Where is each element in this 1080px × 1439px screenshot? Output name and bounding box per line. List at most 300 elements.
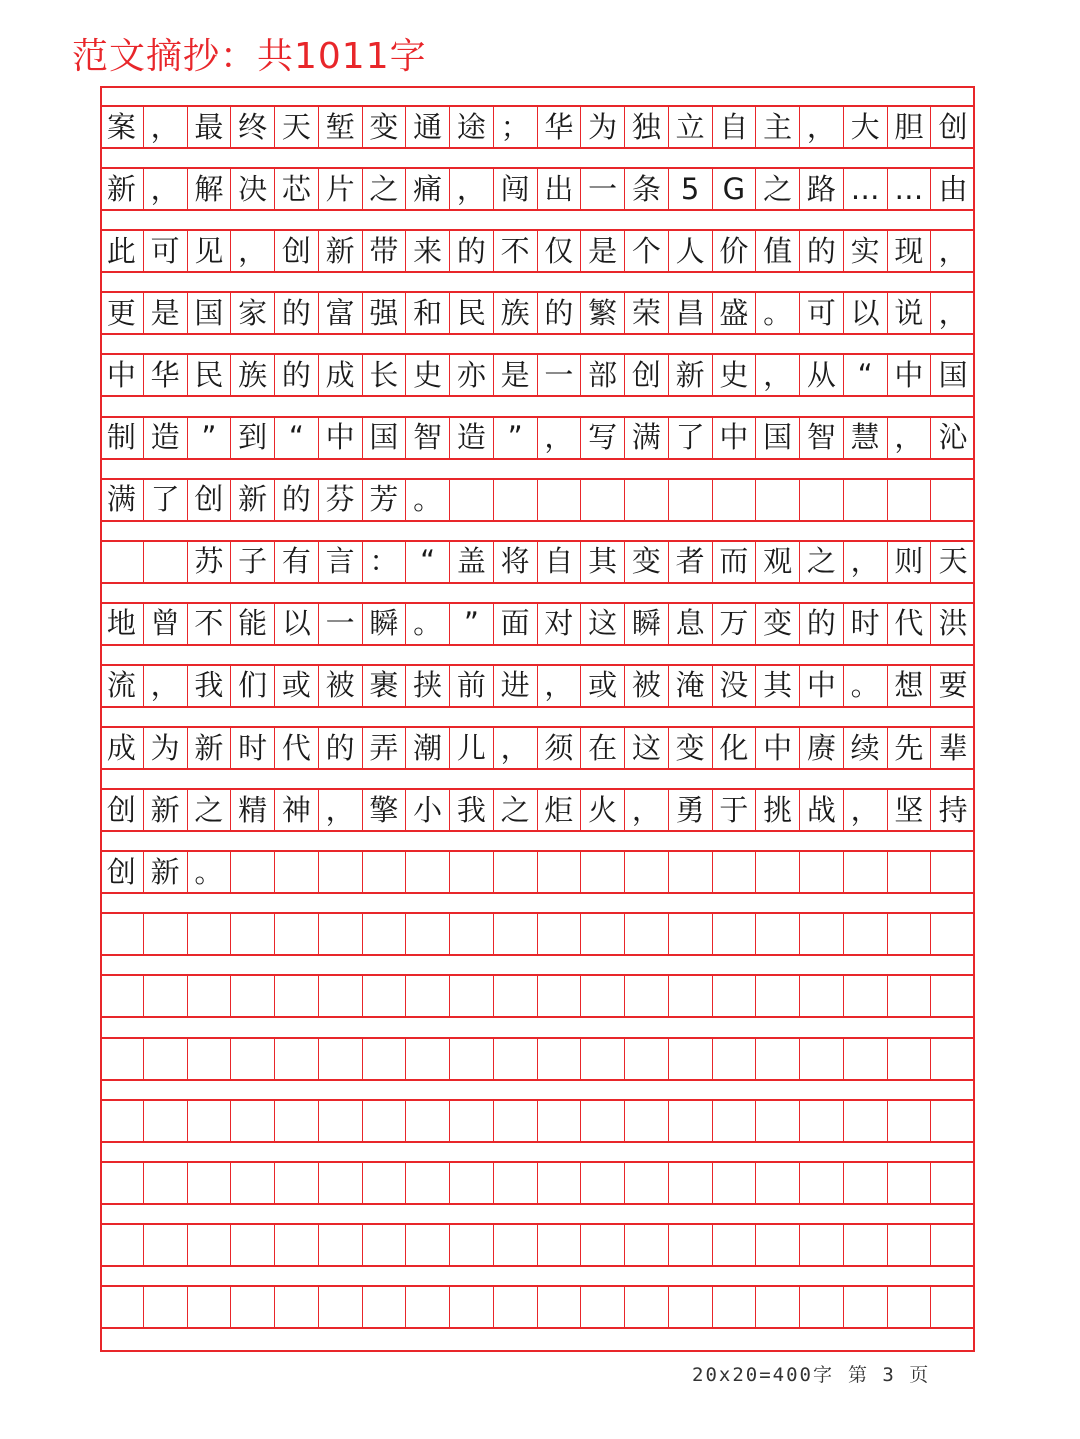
grid-cell xyxy=(406,1039,450,1079)
grid-cell: 战 xyxy=(800,790,844,830)
grid-row xyxy=(100,726,975,770)
grid-cell: 流 xyxy=(100,666,144,706)
grid-cell: 富 xyxy=(319,293,363,333)
grid-cell xyxy=(144,1039,188,1079)
grid-row xyxy=(100,229,975,273)
grid-cell xyxy=(713,1101,757,1141)
grid-cell xyxy=(450,1039,494,1079)
grid-row xyxy=(100,850,975,894)
grid-cell: 其 xyxy=(581,542,625,582)
grid-cell xyxy=(581,914,625,954)
grid-cell xyxy=(581,1163,625,1203)
grid-row xyxy=(100,291,975,335)
grid-cell xyxy=(844,1039,888,1079)
grid-cell xyxy=(538,1101,582,1141)
grid-cell xyxy=(931,1039,975,1079)
grid-row xyxy=(100,478,975,522)
grid-cell: 我 xyxy=(450,790,494,830)
grid-cell: 案 xyxy=(100,107,144,147)
grid-cell xyxy=(800,1287,844,1327)
grid-cell xyxy=(100,1163,144,1203)
grid-cell xyxy=(538,976,582,1016)
grid-cell xyxy=(538,914,582,954)
grid-cell xyxy=(100,1039,144,1079)
grid-cell: 了 xyxy=(144,480,188,520)
grid-cell: ， xyxy=(800,107,844,147)
grid-cell xyxy=(844,914,888,954)
grid-cell xyxy=(800,1101,844,1141)
grid-cell: 新 xyxy=(319,231,363,271)
grid-cell: 值 xyxy=(756,231,800,271)
grid-cell xyxy=(538,1287,582,1327)
grid-cell: 华 xyxy=(538,107,582,147)
grid-cell: 这 xyxy=(581,604,625,644)
grid-cell: 瞬 xyxy=(625,604,669,644)
grid-cell xyxy=(800,976,844,1016)
grid-cell: 将 xyxy=(494,542,538,582)
grid-cell xyxy=(144,914,188,954)
grid-cell xyxy=(494,914,538,954)
grid-cell: 潮 xyxy=(406,728,450,768)
grid-cell: 此 xyxy=(100,231,144,271)
grid-row xyxy=(100,540,975,584)
grid-cell: 新 xyxy=(669,355,713,395)
grid-cell: 持 xyxy=(938,792,968,827)
grid-cell xyxy=(625,976,669,1016)
grid-cell: 创 xyxy=(275,231,319,271)
grid-cell xyxy=(625,852,669,892)
grid-cell: 炬 xyxy=(538,790,582,830)
grid-cell: 造 xyxy=(450,418,494,458)
grid-cell xyxy=(625,480,669,520)
grid-cell xyxy=(100,1225,144,1265)
grid-cell: 新 xyxy=(144,852,188,892)
grid-cell: 的 xyxy=(275,293,319,333)
grid-cell xyxy=(100,542,144,582)
grid-cell: 满 xyxy=(625,418,669,458)
grid-cell: “ xyxy=(406,542,450,582)
grid-cell: 须 xyxy=(538,728,582,768)
grid-cell xyxy=(538,480,582,520)
grid-cell: 通 xyxy=(406,107,450,147)
grid-cell xyxy=(931,1287,975,1327)
grid-cell xyxy=(100,1101,144,1141)
grid-cell: 创 xyxy=(938,109,968,144)
grid-cell: ， xyxy=(888,418,932,458)
page-footer xyxy=(692,1360,930,1387)
grid-cell xyxy=(494,976,538,1016)
grid-cell xyxy=(669,1163,713,1203)
grid-cell: ， xyxy=(319,790,363,830)
grid-cell xyxy=(406,1225,450,1265)
grid-cell: 这 xyxy=(625,728,669,768)
grid-cell: 国 xyxy=(363,418,407,458)
grid-row xyxy=(100,1161,975,1205)
grid-row xyxy=(100,416,975,460)
grid-cell: 途 xyxy=(450,107,494,147)
grid-cell xyxy=(188,1287,232,1327)
grid-cell: 慧 xyxy=(844,418,888,458)
grid-cell: 曾 xyxy=(144,604,188,644)
grid-cell: 则 xyxy=(888,542,932,582)
grid-cell: 擎 xyxy=(363,790,407,830)
grid-cell: 或 xyxy=(581,666,625,706)
grid-cell: 到 xyxy=(231,418,275,458)
grid-cell: 中 xyxy=(713,418,757,458)
grid-row xyxy=(100,1285,975,1329)
grid-cell: 盖 xyxy=(450,542,494,582)
grid-cell: 天 xyxy=(938,544,968,579)
grid-cell: 中 xyxy=(319,418,363,458)
grid-cell xyxy=(625,1287,669,1327)
grid-cell xyxy=(800,480,844,520)
grid-cell xyxy=(450,1225,494,1265)
grid-cell: 之 xyxy=(756,169,800,209)
grid-cell xyxy=(494,1287,538,1327)
grid-cell: ， xyxy=(450,169,494,209)
grid-cell: 独 xyxy=(625,107,669,147)
grid-cell xyxy=(144,1287,188,1327)
grid-cell xyxy=(669,852,713,892)
grid-cell xyxy=(931,852,975,892)
grid-cell: 仅 xyxy=(538,231,582,271)
grid-cell xyxy=(494,480,538,520)
grid-cell: 昌 xyxy=(669,293,713,333)
grid-cell: ， xyxy=(844,790,888,830)
grid-row xyxy=(100,912,975,956)
grid-cell xyxy=(888,976,932,1016)
grid-cell xyxy=(231,976,275,1016)
grid-cell: 史 xyxy=(406,355,450,395)
grid-cell xyxy=(800,1039,844,1079)
grid-cell: 史 xyxy=(713,355,757,395)
grid-cell: 万 xyxy=(713,604,757,644)
grid-cell: 变 xyxy=(756,604,800,644)
grid-cell xyxy=(931,914,975,954)
grid-cell xyxy=(363,852,407,892)
grid-cell xyxy=(800,1225,844,1265)
grid-cell xyxy=(231,914,275,954)
grid-cell: 以 xyxy=(275,604,319,644)
grid-cell xyxy=(581,1101,625,1141)
grid-cell: 中 xyxy=(756,728,800,768)
grid-cell: 小 xyxy=(406,790,450,830)
grid-cell xyxy=(319,1101,363,1141)
grid-cell xyxy=(275,1101,319,1141)
grid-cell xyxy=(713,852,757,892)
grid-cell: 新 xyxy=(231,480,275,520)
grid-cell xyxy=(450,976,494,1016)
grid-row xyxy=(100,353,975,397)
grid-cell xyxy=(581,1287,625,1327)
grid-cell: 火 xyxy=(581,790,625,830)
grid-cell: 繁 xyxy=(581,293,625,333)
grid-cell: 续 xyxy=(844,728,888,768)
grid-cell xyxy=(231,1101,275,1141)
grid-cell xyxy=(319,1039,363,1079)
grid-cell: 家 xyxy=(231,293,275,333)
grid-cell: 闯 xyxy=(494,169,538,209)
grid-cell: 国 xyxy=(756,418,800,458)
grid-cell xyxy=(888,852,932,892)
grid-cell: 可 xyxy=(144,231,188,271)
grid-cell: 是 xyxy=(581,231,625,271)
grid-cell: 中 xyxy=(800,666,844,706)
grid-cell xyxy=(538,852,582,892)
grid-cell: 决 xyxy=(231,169,275,209)
grid-cell xyxy=(319,914,363,954)
grid-cell xyxy=(188,1101,232,1141)
grid-cell: 族 xyxy=(494,293,538,333)
grid-cell: 华 xyxy=(144,355,188,395)
grid-cell: 。 xyxy=(406,480,450,520)
grid-cell: 了 xyxy=(669,418,713,458)
grid-cell: 由 xyxy=(938,171,968,206)
grid-cell: 精 xyxy=(231,790,275,830)
grid-cell: 不 xyxy=(494,231,538,271)
grid-cell: 民 xyxy=(188,355,232,395)
grid-cell: 芳 xyxy=(363,480,407,520)
grid-cell: 先 xyxy=(888,728,932,768)
grid-cell xyxy=(931,1101,975,1141)
grid-cell xyxy=(144,976,188,1016)
grid-cell: 我 xyxy=(188,666,232,706)
grid-cell xyxy=(713,480,757,520)
grid-cell: 民 xyxy=(450,293,494,333)
grid-cell: 实 xyxy=(844,231,888,271)
grid-cell: 能 xyxy=(231,604,275,644)
grid-cell xyxy=(100,976,144,1016)
grid-cell xyxy=(231,1039,275,1079)
grid-cell xyxy=(844,852,888,892)
grid-cell: 创 xyxy=(625,355,669,395)
grid-cell: 者 xyxy=(669,542,713,582)
grid-cell xyxy=(319,1287,363,1327)
grid-cell: 造 xyxy=(144,418,188,458)
grid-cell: ， xyxy=(144,169,188,209)
grid-cell: 说 xyxy=(888,293,932,333)
grid-cell xyxy=(319,976,363,1016)
grid-cell: 。 xyxy=(188,852,232,892)
grid-cell xyxy=(363,1039,407,1079)
grid-cell xyxy=(888,480,932,520)
grid-cell: 自 xyxy=(538,542,582,582)
grid-cell xyxy=(756,914,800,954)
grid-cell xyxy=(450,1163,494,1203)
grid-cell: 前 xyxy=(450,666,494,706)
grid-cell: 时 xyxy=(844,604,888,644)
grid-cell: 其 xyxy=(756,666,800,706)
grid-cell: “ xyxy=(844,355,888,395)
grid-cell: ， xyxy=(538,666,582,706)
grid-cell: 们 xyxy=(231,666,275,706)
grid-cell: 国 xyxy=(188,293,232,333)
grid-cell xyxy=(888,1039,932,1079)
grid-cell xyxy=(100,1287,144,1327)
grid-cell: 创 xyxy=(188,480,232,520)
grid-cell xyxy=(756,1163,800,1203)
grid-cell: 辈 xyxy=(938,730,968,765)
grid-cell xyxy=(844,976,888,1016)
grid-cell xyxy=(669,1101,713,1141)
grid-cell xyxy=(800,914,844,954)
grid-cell xyxy=(931,1163,975,1203)
grid-cell: 芬 xyxy=(319,480,363,520)
grid-cell xyxy=(275,1163,319,1203)
grid-cell: ” xyxy=(188,418,232,458)
grid-cell xyxy=(669,1225,713,1265)
grid-cell xyxy=(144,1225,188,1265)
grid-cell: 变 xyxy=(625,542,669,582)
grid-cell xyxy=(538,1225,582,1265)
grid-cell: 变 xyxy=(669,728,713,768)
grid-cell: 中 xyxy=(888,355,932,395)
grid-cell xyxy=(275,1287,319,1327)
grid-cell xyxy=(319,852,363,892)
grid-cell: 沁 xyxy=(938,420,968,454)
grid-cell: 个 xyxy=(625,231,669,271)
grid-cell xyxy=(406,976,450,1016)
grid-cell: 更 xyxy=(100,293,144,333)
grid-cell xyxy=(538,1039,582,1079)
grid-cell xyxy=(713,1225,757,1265)
grid-cell xyxy=(669,914,713,954)
grid-cell xyxy=(275,852,319,892)
grid-cell xyxy=(231,1163,275,1203)
grid-cell: 进 xyxy=(494,666,538,706)
grid-cell: 最 xyxy=(188,107,232,147)
grid-cell: 是 xyxy=(494,355,538,395)
grid-cell xyxy=(494,1101,538,1141)
grid-cell xyxy=(713,1163,757,1203)
grid-row xyxy=(100,1037,975,1081)
grid-cell xyxy=(100,914,144,954)
grid-cell: 的 xyxy=(275,480,319,520)
grid-cell: 是 xyxy=(144,293,188,333)
grid-cell xyxy=(581,852,625,892)
grid-cell: … xyxy=(844,169,888,209)
grid-cell: 5 xyxy=(669,169,713,209)
grid-cell: 智 xyxy=(406,418,450,458)
grid-cell xyxy=(581,976,625,1016)
grid-cell: ， xyxy=(625,790,669,830)
grid-cell xyxy=(888,914,932,954)
grid-cell: 新 xyxy=(100,169,144,209)
grid-cell: 新 xyxy=(144,790,188,830)
grid-cell: 制 xyxy=(100,418,144,458)
grid-cell: ： xyxy=(363,542,407,582)
grid-cell: 为 xyxy=(144,728,188,768)
grid-cell: 要 xyxy=(938,668,968,703)
grid-cell: 息 xyxy=(669,604,713,644)
grid-cell xyxy=(713,976,757,1016)
grid-cell xyxy=(144,1101,188,1141)
grid-row xyxy=(100,105,975,149)
grid-cell: 和 xyxy=(406,293,450,333)
grid-cell xyxy=(450,480,494,520)
grid-cell: 想 xyxy=(888,666,932,706)
grid-cell: 写 xyxy=(581,418,625,458)
grid-row xyxy=(100,788,975,832)
grid-cell xyxy=(756,1039,800,1079)
grid-row xyxy=(100,974,975,1018)
grid-cell: 片 xyxy=(319,169,363,209)
grid-cell: 盛 xyxy=(713,293,757,333)
grid-cell xyxy=(713,1039,757,1079)
grid-cell: 之 xyxy=(494,790,538,830)
grid-cell xyxy=(144,1163,188,1203)
grid-cell: 亦 xyxy=(450,355,494,395)
grid-row xyxy=(100,664,975,708)
grid-cell: 出 xyxy=(538,169,582,209)
grid-cell xyxy=(713,1287,757,1327)
grid-cell: 大 xyxy=(844,107,888,147)
grid-cell: 的 xyxy=(450,231,494,271)
grid-cell: ” xyxy=(450,604,494,644)
grid-cell xyxy=(844,1101,888,1141)
grid-cell: 可 xyxy=(800,293,844,333)
grid-cell xyxy=(888,1287,932,1327)
grid-cell xyxy=(625,914,669,954)
grid-cell: 子 xyxy=(231,542,275,582)
grid-cell: 族 xyxy=(231,355,275,395)
grid-cell xyxy=(363,1225,407,1265)
grid-cell: 终 xyxy=(231,107,275,147)
grid-cell xyxy=(450,852,494,892)
grid-cell: 儿 xyxy=(450,728,494,768)
grid-cell xyxy=(756,852,800,892)
grid-cell: 强 xyxy=(363,293,407,333)
grid-cell: 一 xyxy=(581,169,625,209)
grid-cell: 路 xyxy=(800,169,844,209)
grid-cell: 创 xyxy=(100,790,144,830)
grid-cell: 勇 xyxy=(669,790,713,830)
grid-cell: 中 xyxy=(100,355,144,395)
grid-cell xyxy=(406,1163,450,1203)
grid-cell xyxy=(669,1287,713,1327)
grid-cell: ” xyxy=(494,418,538,458)
grid-cell: 言 xyxy=(319,542,363,582)
grid-cell: 没 xyxy=(713,666,757,706)
grid-cell xyxy=(888,1101,932,1141)
grid-cell: 瞬 xyxy=(363,604,407,644)
grid-cell: 芯 xyxy=(275,169,319,209)
grid-cell: 带 xyxy=(363,231,407,271)
grid-cell: 解 xyxy=(188,169,232,209)
grid-cell xyxy=(756,1225,800,1265)
grid-row xyxy=(100,1223,975,1267)
grid-cell: 弄 xyxy=(363,728,407,768)
grid-cell xyxy=(363,1101,407,1141)
grid-cell: 的 xyxy=(800,604,844,644)
grid-cell xyxy=(756,976,800,1016)
grid-cell xyxy=(363,1163,407,1203)
grid-cell xyxy=(669,480,713,520)
grid-cell: 成 xyxy=(319,355,363,395)
grid-cell: 的 xyxy=(800,231,844,271)
grid-cell xyxy=(581,1225,625,1265)
grid-cell: 自 xyxy=(713,107,757,147)
grid-cell: 人 xyxy=(669,231,713,271)
grid-cell: 满 xyxy=(100,480,144,520)
grid-cell: 代 xyxy=(275,728,319,768)
grid-cell xyxy=(844,1163,888,1203)
grid-cell xyxy=(188,1225,232,1265)
page-title: 范文摘抄：共1011字 xyxy=(72,36,427,77)
grid-cell: 智 xyxy=(800,418,844,458)
grid-cell xyxy=(931,480,975,520)
grid-cell xyxy=(494,852,538,892)
